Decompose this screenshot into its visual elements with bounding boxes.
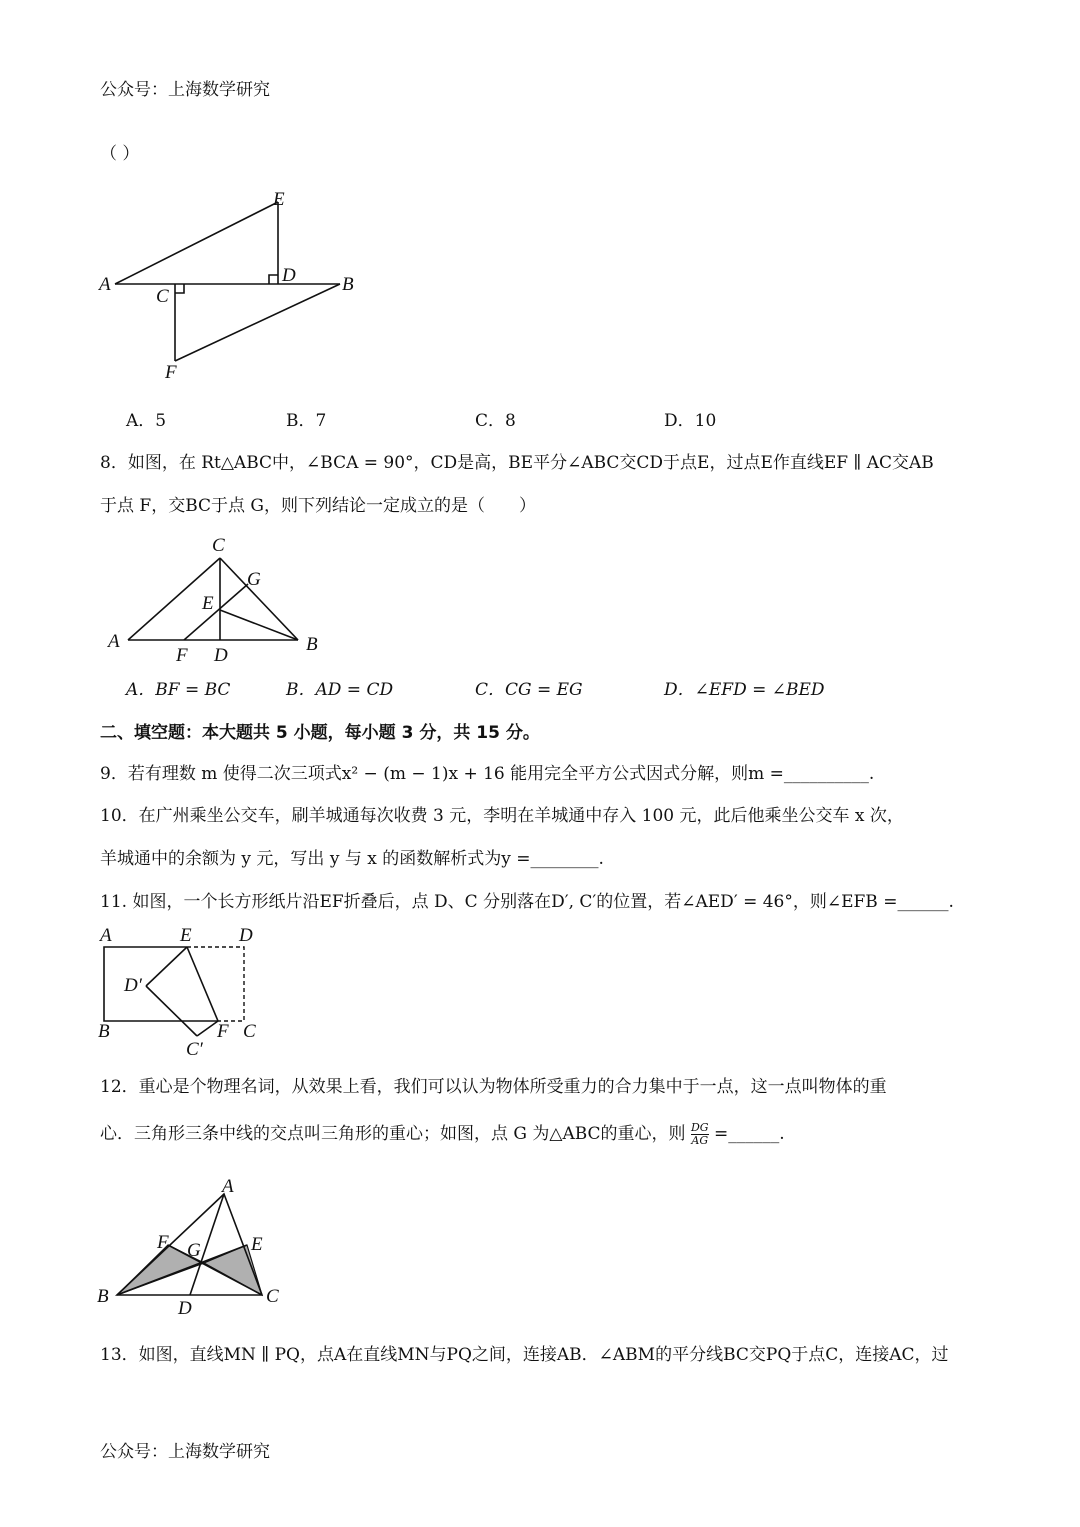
q7-label-c: C xyxy=(156,286,169,307)
q11-label-d-prime: D′ xyxy=(124,975,142,996)
q12-label-b: B xyxy=(97,1286,109,1307)
q13-text: 13．如图，直线MN ∥ PQ，点A在直线MN与PQ之间，连接AB．∠ABM的平分线BC交PQ于点C，连接AC，过 xyxy=(100,1345,949,1365)
section-heading: 二、填空题：本大题共 5 小题，每小题 3 分，共 15 分。 xyxy=(100,723,540,743)
q11-label-c-prime: C′ xyxy=(186,1039,203,1060)
q8-label-f: F xyxy=(176,645,188,666)
q7-option-b: B．7 xyxy=(286,411,327,431)
q10-text-line2: 羊城通中的余额为 y 元，写出 y 与 x 的函数解析式为y =________. xyxy=(100,849,604,869)
q12-text-part2: =______. xyxy=(713,1124,785,1144)
q9-text: 9．若有理数 m 使得二次三项式x² − (m − 1)x + 16 能用完全平方公式因式分解，则m =__________. xyxy=(100,764,875,784)
q7-label-a: A xyxy=(99,274,111,295)
q8-label-a: A xyxy=(108,631,120,652)
q7-label-b: B xyxy=(342,274,354,295)
q12-fraction xyxy=(691,1122,709,1147)
q7-label-f: F xyxy=(165,362,177,383)
q8-label-d: D xyxy=(214,645,228,666)
q8-label-c: C xyxy=(212,535,225,556)
q11-figure xyxy=(94,925,274,1060)
q12-label-a: A xyxy=(222,1176,234,1197)
q11-text: 11. 如图，一个长方形纸片沿EF折叠后，点 D、C 分别落在D′, C′的位置，若∠AED′ = 46°，则∠EFB =______. xyxy=(100,892,954,912)
q7-figure xyxy=(95,180,375,390)
q12-text-line1: 12．重心是个物理名词，从效果上看，我们可以认为物体所受重力的合力集中于一点，这一点叫物体的重 xyxy=(100,1077,887,1097)
q8-label-g: G xyxy=(247,569,261,590)
q12-text-part1: 心．三角形三条中线的交点叫三角形的重心；如图，点 G 为△ABC的重心，则 xyxy=(100,1124,686,1144)
q8-option-c: C．CG = EG xyxy=(475,680,583,700)
q8-text-line1: 8．如图，在 Rt△ABC中，∠BCA = 90°，CD是高，BE平分∠ABC交CD于点E，过点E作直线EF ∥ AC交AB xyxy=(100,453,934,473)
q12-text-line2 xyxy=(100,1122,785,1147)
q8-text-line2: 于点 F，交BC于点 G，则下列结论一定成立的是（ ） xyxy=(100,496,536,516)
page-header: 公众号：上海数学研究 xyxy=(100,80,270,100)
q7-label-d: D xyxy=(282,265,296,286)
q8-label-e: E xyxy=(202,593,214,614)
q11-label-c: C xyxy=(243,1021,256,1042)
q12-fraction-denominator: AG xyxy=(691,1134,709,1147)
q12-fraction-numerator: DG xyxy=(690,1121,709,1134)
q12-figure xyxy=(94,1170,294,1320)
page-footer: 公众号：上海数学研究 xyxy=(100,1442,270,1462)
q11-label-f: F xyxy=(217,1021,229,1042)
q11-label-d: D xyxy=(239,925,253,946)
q12-label-c: C xyxy=(266,1286,279,1307)
q8-label-b: B xyxy=(306,634,318,655)
q8-option-d: D．∠EFD = ∠BED xyxy=(664,680,825,700)
q7-label-e: E xyxy=(273,189,285,210)
q10-text-line1: 10．在广州乘坐公交车，刷羊城通每次收费 3 元，李明在羊城通中存入 100 元，此后他乘坐公交车 x 次， xyxy=(100,806,904,826)
q8-option-b: B．AD = CD xyxy=(286,680,394,700)
q7-option-c: C．8 xyxy=(475,411,516,431)
q12-label-g: G xyxy=(187,1240,201,1261)
q11-label-e: E xyxy=(180,925,192,946)
q8-figure xyxy=(100,530,340,670)
q11-label-a: A xyxy=(100,925,112,946)
q12-label-d: D xyxy=(178,1298,192,1319)
q12-label-e: E xyxy=(251,1234,263,1255)
q8-option-a: A．BF = BC xyxy=(126,680,231,700)
q7-option-a: A．5 xyxy=(126,411,167,431)
q12-label-f: F xyxy=(157,1232,169,1253)
q7-option-d: D．10 xyxy=(664,411,717,431)
q11-label-b: B xyxy=(98,1021,110,1042)
q7-answer-paren: （ ） xyxy=(100,144,140,164)
